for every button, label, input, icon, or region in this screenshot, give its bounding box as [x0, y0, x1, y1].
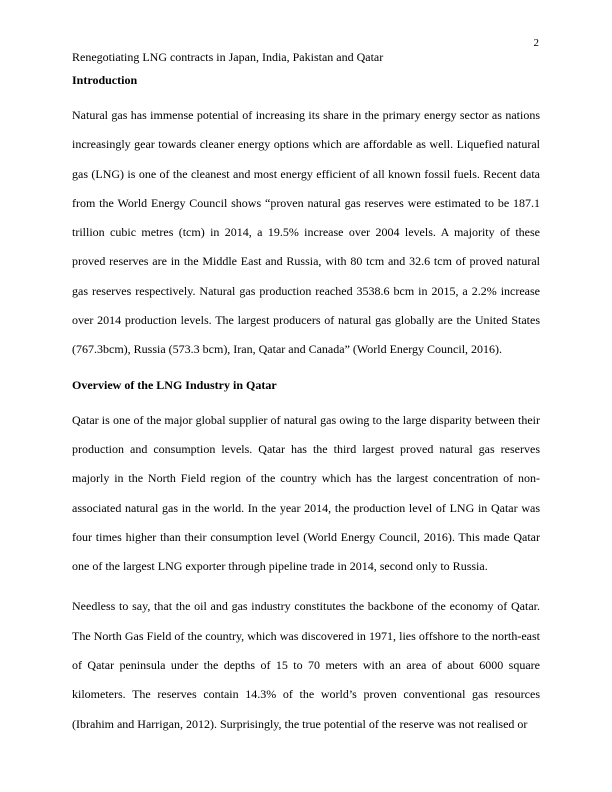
- section-heading-introduction: Introduction: [72, 73, 138, 87]
- section-heading-overview: Overview of the LNG Industry in Qatar: [72, 377, 277, 392]
- page-number: 2: [533, 37, 539, 49]
- paragraph: Needless to say, that the oil and gas industry constitutes the backbone of the economy of Qatar. The North Gas Field of the country, which was discovered in 1971, lies offshore to the north-east of Qatar peninsula under the depths of 15 to 70 meters with an area of about 6000 square kilometers. The reserves contain 14.3% of the world’s proven conventional gas resources (Ibrahim and Harrigan, 2012). Surprisingly, the true potential of the reserve was not realised or: [72, 599, 540, 731]
- document-body: [72, 70, 540, 739]
- paragraph: Qatar is one of the major global supplier of natural gas owing to the large disparity between their production and consumption levels. Qatar has the third largest proved natural gas reserves majorly in the North Field region of the country which has the largest concentration of non-associated natural gas in the world. In the year 2014, the production level of LNG in Qatar was four times higher than their consumption level (World Energy Council, 2016). This made Qatar one of the largest LNG exporter through pipeline trade in 2014, second only to Russia.: [72, 412, 540, 574]
- paragraph: Natural gas has immense potential of increasing its share in the primary energy sector as nations increasingly gear towards cleaner energy options which are affordable as well. Liquefied natural gas (LNG) is one of the cleanest and most energy efficient of all known fossil fuels. Recent data from the World Energy Council shows “proven natural gas reserves were estimated to be 187.1 trillion cubic metres (tcm) in 2014, a 19.5% increase over 2004 levels. A majority of these proved reserves are in the Middle East and Russia, with 80 tcm and 32.6 tcm of proved natural gas reserves respectively. Natural gas production reached 3538.6 bcm in 2015, a 2.2% increase over 2014 production levels. The largest producers of natural gas globally are the United States (767.3bcm), Russia (573.3 bcm), Iran, Qatar and Canada” (World Energy Council, 2016).: [72, 108, 540, 357]
- running-head: Renegotiating LNG contracts in Japan, India, Pakistan and Qatar: [72, 50, 384, 64]
